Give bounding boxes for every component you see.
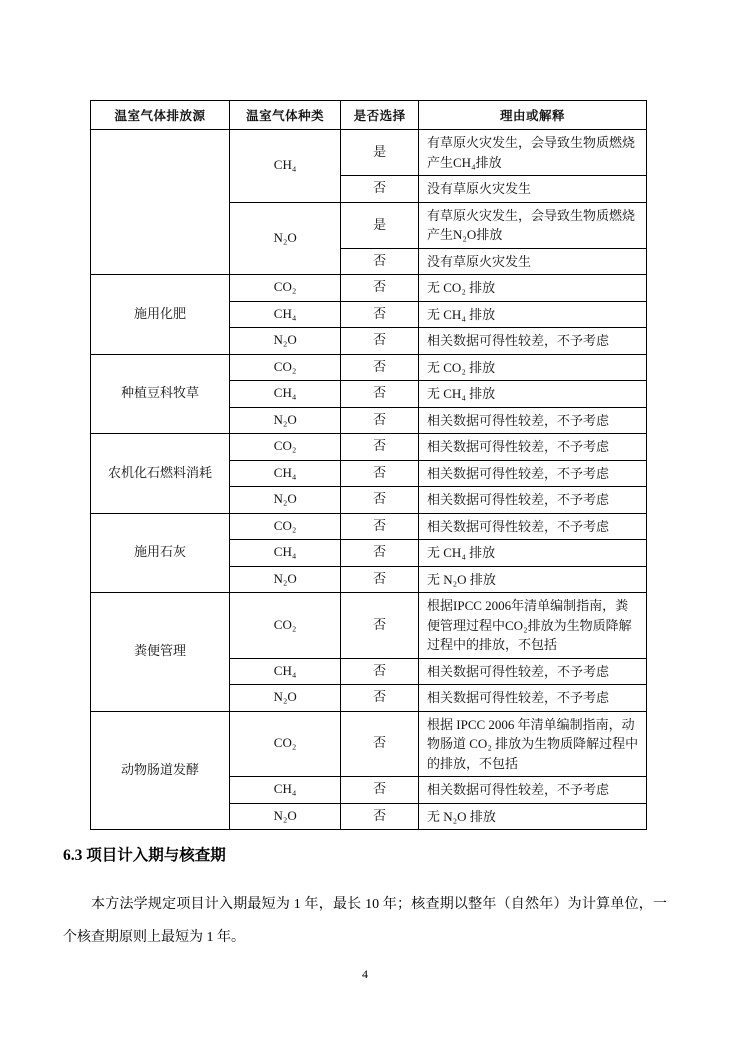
reason-cell: 没有草原火灾发生 (419, 176, 647, 203)
selected-cell: 否 (341, 513, 419, 540)
selected-cell: 是 (341, 130, 419, 176)
col-header-selected: 是否选择 (341, 101, 419, 130)
gas-type-cell: CO₂ (230, 275, 341, 302)
selected-cell: 否 (341, 328, 419, 355)
reason-cell: 相关数据可得性较差，不予考虑 (419, 407, 647, 434)
gas-type-cell: CO₂ (230, 711, 341, 777)
selected-cell: 否 (341, 593, 419, 659)
reason-cell: 没有草原火灾发生 (419, 248, 647, 275)
selected-cell: 否 (341, 301, 419, 328)
gas-type-cell: N₂O (230, 566, 341, 593)
reason-cell: 无 CO₂ 排放 (419, 275, 647, 302)
ghg-emission-table (90, 100, 647, 830)
section-heading: 6.3 项目计入期与核查期 (63, 847, 226, 864)
reason-cell: 相关数据可得性较差，不予考虑 (419, 658, 647, 685)
reason-cell: 相关数据可得性较差，不予考虑 (419, 685, 647, 712)
emission-source-cell (91, 130, 230, 275)
emission-source-cell: 施用化肥 (91, 275, 230, 355)
selected-cell: 否 (341, 540, 419, 567)
selected-cell: 否 (341, 566, 419, 593)
reason-cell: 相关数据可得性较差，不予考虑 (419, 328, 647, 355)
col-header-emission-source: 温室气体排放源 (91, 101, 230, 130)
reason-cell: 无 CO₂ 排放 (419, 354, 647, 381)
reason-cell: 根据IPCC 2006年清单编制指南，粪便管理过程中CO₂排放为生物质降解过程中的排放，不包括 (419, 593, 647, 659)
table-row (91, 354, 647, 381)
emission-source-cell: 粪便管理 (91, 593, 230, 712)
gas-type-cell: CO₂ (230, 354, 341, 381)
table-row (91, 593, 647, 659)
section-paragraph: 本方法学规定项目计入期最短为 1 年，最长 10 年；核查期以整年（自然年）为计算单位，一个核查期原则上最短为 1 年。 (63, 897, 667, 945)
gas-type-cell: CH₄ (230, 777, 341, 804)
reason-cell: 根据 IPCC 2006 年清单编制指南，动物肠道 CO₂ 排放为生物质降解过程中的排放，不包括 (419, 711, 647, 777)
table-row (91, 434, 647, 461)
table-row (91, 513, 647, 540)
gas-type-cell: CH₄ (230, 301, 341, 328)
col-header-reason: 理由或解释 (419, 101, 647, 130)
gas-type-cell: CO₂ (230, 593, 341, 659)
gas-type-cell: CH₄ (230, 658, 341, 685)
gas-type-cell: CH₄ (230, 381, 341, 408)
gas-type-cell: N₂O (230, 803, 341, 830)
section-6-3 (63, 843, 667, 955)
selected-cell: 否 (341, 381, 419, 408)
emission-source-cell: 施用石灰 (91, 513, 230, 593)
table-body (91, 130, 647, 830)
gas-type-cell: N₂O (230, 487, 341, 514)
selected-cell: 否 (341, 176, 419, 203)
reason-cell: 相关数据可得性较差，不予考虑 (419, 487, 647, 514)
selected-cell: 否 (341, 434, 419, 461)
table-row (91, 130, 647, 176)
table-row (91, 711, 647, 777)
reason-cell: 有草原火灾发生，会导致生物质燃烧产生N₂O排放 (419, 202, 647, 248)
ghg-table-container (90, 100, 647, 830)
gas-type-cell: CH₄ (230, 130, 341, 203)
emission-source-cell: 农机化石燃料消耗 (91, 434, 230, 514)
gas-type-cell: CH₄ (230, 460, 341, 487)
table-row (91, 275, 647, 302)
selected-cell: 否 (341, 407, 419, 434)
selected-cell: 否 (341, 711, 419, 777)
page-number: 4 (362, 967, 368, 981)
selected-cell: 是 (341, 202, 419, 248)
selected-cell: 否 (341, 803, 419, 830)
selected-cell: 否 (341, 487, 419, 514)
gas-type-cell: N₂O (230, 685, 341, 712)
reason-cell: 有草原火灾发生，会导致生物质燃烧产生CH₄排放 (419, 130, 647, 176)
reason-cell: 无 N₂O 排放 (419, 566, 647, 593)
reason-cell: 无 CH₄ 排放 (419, 381, 647, 408)
emission-source-cell: 动物肠道发酵 (91, 711, 230, 830)
selected-cell: 否 (341, 777, 419, 804)
reason-cell: 相关数据可得性较差，不予考虑 (419, 513, 647, 540)
reason-cell: 无 CH₄ 排放 (419, 540, 647, 567)
selected-cell: 否 (341, 275, 419, 302)
reason-cell: 相关数据可得性较差，不予考虑 (419, 434, 647, 461)
selected-cell: 否 (341, 354, 419, 381)
reason-cell: 无 CH₄ 排放 (419, 301, 647, 328)
table-header-row (91, 101, 647, 130)
reason-cell: 相关数据可得性较差，不予考虑 (419, 777, 647, 804)
emission-source-cell: 种植豆科牧草 (91, 354, 230, 434)
reason-cell: 无 N₂O 排放 (419, 803, 647, 830)
gas-type-cell: CH₄ (230, 540, 341, 567)
gas-type-cell: N₂O (230, 202, 341, 275)
selected-cell: 否 (341, 685, 419, 712)
gas-type-cell: N₂O (230, 407, 341, 434)
selected-cell: 否 (341, 248, 419, 275)
selected-cell: 否 (341, 658, 419, 685)
gas-type-cell: CO₂ (230, 513, 341, 540)
col-header-gas-type: 温室气体种类 (230, 101, 341, 130)
gas-type-cell: N₂O (230, 328, 341, 355)
selected-cell: 否 (341, 460, 419, 487)
reason-cell: 相关数据可得性较差，不予考虑 (419, 460, 647, 487)
gas-type-cell: CO₂ (230, 434, 341, 461)
